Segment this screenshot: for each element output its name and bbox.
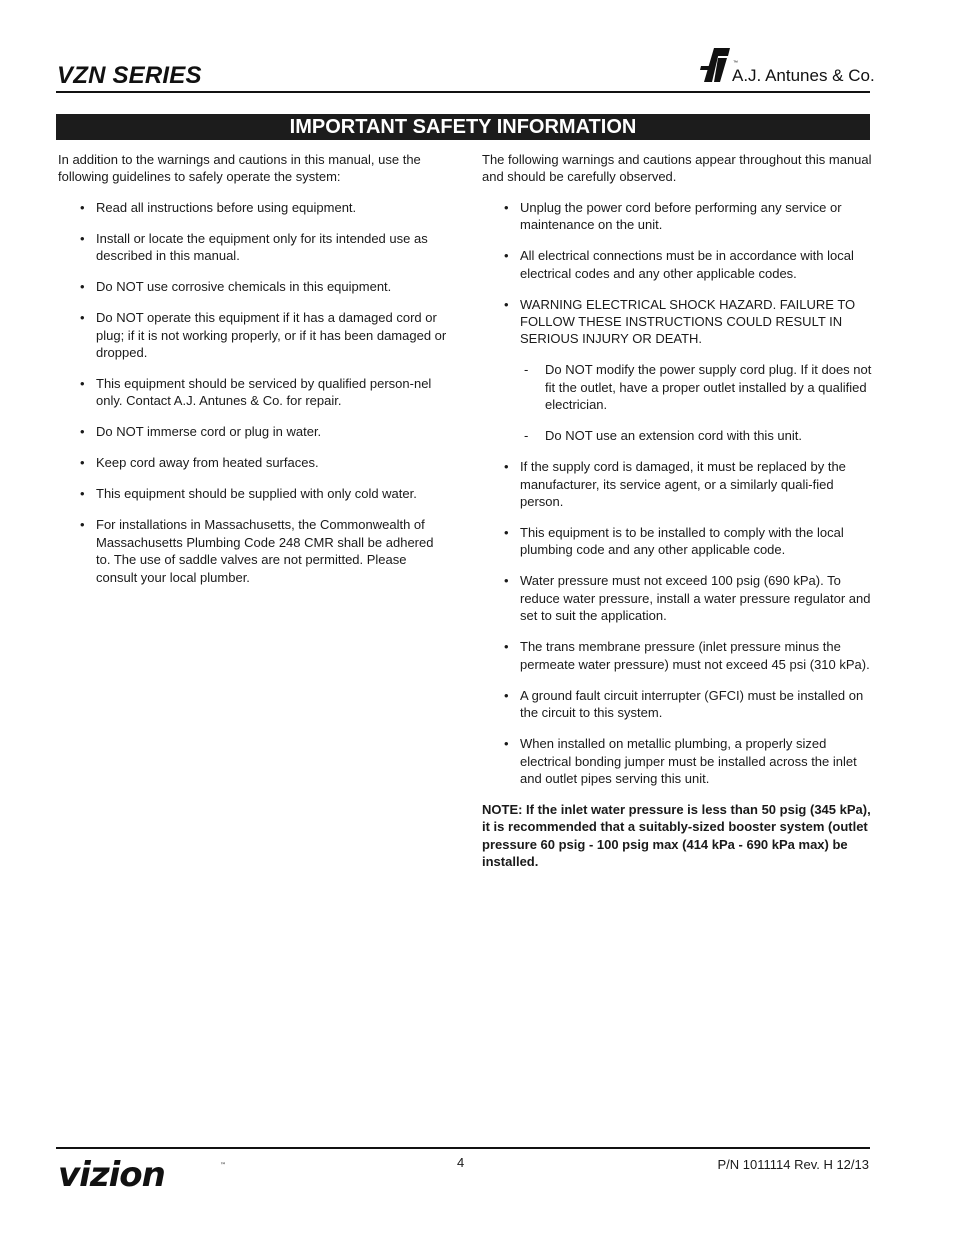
list-item-text: This equipment should be serviced by qualified person-nel only. Contact A.J. Antunes & Co. for repair. <box>96 376 432 409</box>
bullet-icon: • <box>80 279 85 295</box>
list-item-text: Install or locate the equipment only for its intended use as described in this manual. <box>96 230 428 264</box>
bullet-icon: • <box>504 639 509 655</box>
right-intro: The following warnings and cautions appear throughout this manual and should be carefully observed. <box>482 152 872 185</box>
section-title: IMPORTANT SAFETY INFORMATION <box>56 114 870 140</box>
bullet-icon: • <box>80 230 85 246</box>
bullet-icon: • <box>80 486 85 502</box>
left-guidelines-list <box>58 199 450 586</box>
list-item <box>482 458 872 510</box>
bullet-icon: • <box>80 376 85 392</box>
warning-text: WARNING ELECTRICAL SHOCK HAZARD. FAILURE TO FOLLOW THESE INSTRUCTIONS COULD RESULT IN SERIOUS INJURY OR DEATH. <box>520 296 856 347</box>
bullet-icon: • <box>80 310 85 326</box>
list-item-text: A ground fault circuit interrupter (GFCI) must be installed on the circuit to this system. <box>520 687 864 721</box>
list-item <box>58 454 450 471</box>
part-number: P/N 1011114 Rev. H 12/13 <box>717 1157 869 1172</box>
vizion-trademark: ™ <box>220 1162 226 1169</box>
bullet-icon: • <box>504 573 509 589</box>
bullet-icon: • <box>504 248 509 264</box>
list-item <box>482 638 872 673</box>
right-column <box>482 151 872 884</box>
list-item-text: Water pressure must not exceed 100 psig (690 kPa). To reduce water pressure, install a water pressure regulator and set to suit the application. <box>520 573 871 624</box>
list-item <box>482 572 872 624</box>
list-item <box>482 247 872 282</box>
bullet-icon: • <box>504 459 509 475</box>
vizion-logo <box>58 1158 233 1190</box>
sub-list-item <box>520 361 872 413</box>
list-item-text: Read all instructions before using equipment. <box>96 199 357 215</box>
list-item-text: Do NOT operate this equipment if it has a damaged cord or plug; if it is not working properly, or if it has been damaged or dropped. <box>96 310 447 361</box>
antunes-logo <box>700 44 875 88</box>
list-item <box>482 735 872 787</box>
list-item-text: Keep cord away from heated surfaces. <box>96 455 319 471</box>
vizion-logo-text: vizion <box>58 1158 165 1190</box>
list-item-text: When installed on metallic plumbing, a properly sized electrical bonding jumper must be installed across the inlet and outlet pipes serving this unit. <box>520 736 857 786</box>
brand-name: A.J. Antunes & Co. <box>732 66 875 85</box>
left-intro: In addition to the warnings and cautions in this manual, use the following guidelines to safely operate the system: <box>58 152 421 185</box>
right-warnings-list <box>482 199 872 788</box>
series-title: VZN SERIES <box>57 62 202 89</box>
list-item-text: Do NOT immerse cord or plug in water. <box>96 424 322 440</box>
shock-hazard-sublist <box>520 361 872 444</box>
bullet-icon: • <box>80 517 85 533</box>
list-item <box>58 230 450 265</box>
list-item <box>482 687 872 722</box>
header-divider <box>56 91 870 93</box>
list-item-text: For installations in Massachusetts, the Commonwealth of Massachusetts Plumbing Code 248 CMR shall be adhered to. The use of saddle valves are not permitted. Please consult your local plumber. <box>96 517 434 585</box>
list-item <box>58 199 450 216</box>
bullet-icon: • <box>504 687 509 703</box>
list-item <box>58 485 450 502</box>
list-item-text: Do NOT use corrosive chemicals in this equipment. <box>96 279 392 295</box>
pressure-note: NOTE: If the inlet water pressure is less than 50 psig (345 kPa), it is recommended that a suitably-sized booster system (outlet pressure 60 psig - 100 psig max (414 kPa - 690 kPa max) be installed. <box>482 801 871 870</box>
bullet-icon: • <box>504 199 509 215</box>
page-number: 4 <box>457 1155 465 1170</box>
list-item-text: Unplug the power cord before performing any service or maintenance on the unit. <box>520 199 842 233</box>
bullet-icon: • <box>504 525 509 541</box>
list-item-text: This equipment should be supplied with only cold water. <box>96 486 417 502</box>
bullet-icon: • <box>504 736 509 752</box>
list-item-text: This equipment is to be installed to comply with the local plumbing code and any other applicable code. <box>520 525 844 558</box>
list-item <box>58 375 450 410</box>
list-item <box>58 309 450 361</box>
list-item <box>58 278 450 295</box>
bullet-icon: • <box>80 455 85 471</box>
list-item <box>58 423 450 440</box>
sub-list-item-text: Do NOT use an extension cord with this unit. <box>545 428 802 444</box>
trademark-mark: ™ <box>733 60 738 66</box>
sub-list-item-text: Do NOT modify the power supply cord plug. If it does not fit the outlet, have a proper outlet installed by a qualified electrician. <box>545 362 872 413</box>
bullet-icon: • <box>80 199 85 215</box>
bullet-icon: • <box>80 424 85 440</box>
left-column <box>58 151 450 600</box>
list-item-text: The trans membrane pressure (inlet pressure minus the permeate water pressure) must not exceed 45 psi (310 kPa). <box>520 639 870 672</box>
list-item-text: All electrical connections must be in accordance with local electrical codes and any other applicable codes. <box>520 248 854 281</box>
aj-logo-icon <box>700 44 734 84</box>
dash-icon: - <box>524 428 529 444</box>
dash-icon: - <box>524 362 529 378</box>
list-item <box>482 524 872 559</box>
list-item <box>482 199 872 234</box>
footer-divider <box>56 1147 870 1149</box>
list-item <box>58 516 450 586</box>
list-item-text: If the supply cord is damaged, it must be replaced by the manufacturer, its service agent, or a similarly quali-fied person. <box>520 459 846 510</box>
sub-list-item <box>520 427 872 444</box>
bullet-icon: • <box>504 296 509 312</box>
list-item <box>482 296 872 445</box>
